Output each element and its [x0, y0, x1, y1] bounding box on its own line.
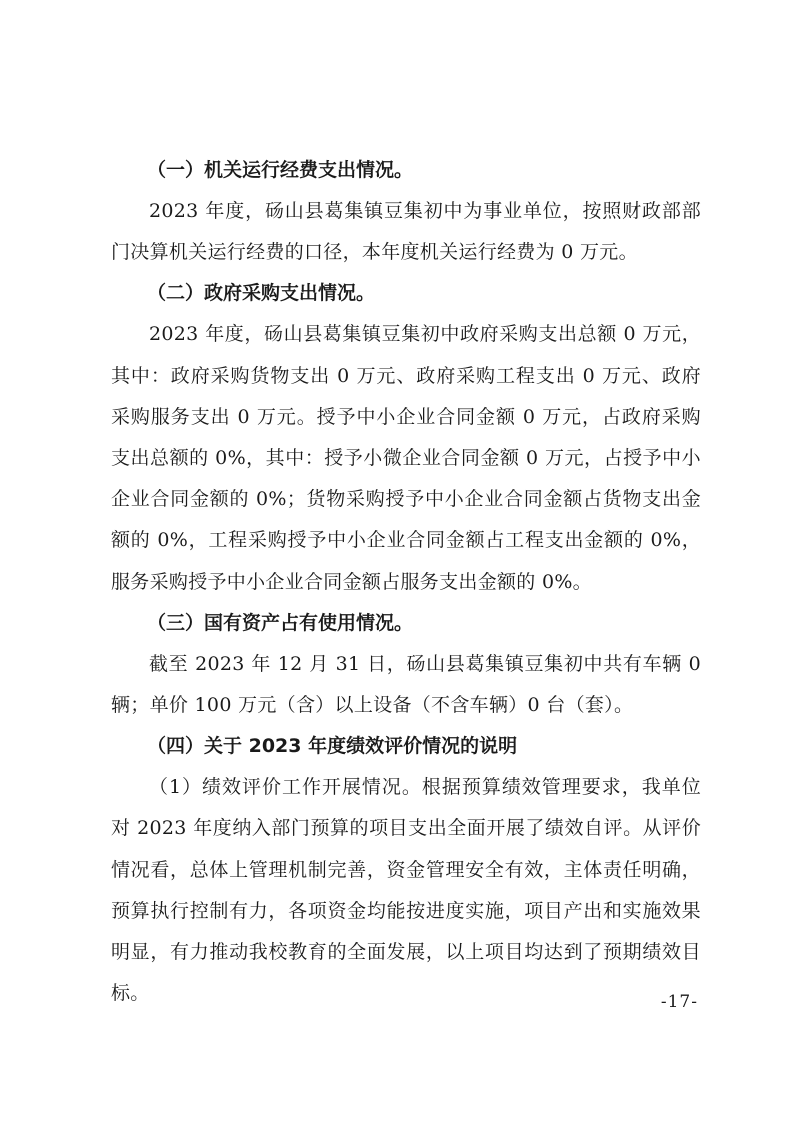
- page-number: -17-: [660, 992, 698, 1012]
- section-paragraph-3: 截至 2023 年 12 月 31 日，砀山县葛集镇豆集初中共有车辆 0 辆；单价 100 万元（含）以上设备（不含车辆）0 台（套）。: [111, 652, 701, 717]
- section-heading-2: （二）政府采购支出情况。: [147, 282, 376, 305]
- section-heading-4: （四）关于 2023 年度绩效评价情况的说明: [147, 735, 518, 758]
- section-heading-3: （三）国有资产占有使用情况。: [147, 611, 414, 634]
- section-paragraph-4: （1）绩效评价工作开展情况。根据预算绩效管理要求，我单位对 2023 年度纳入部门预算的项目支出全面开展了绩效自评。从评价情况看，总体上管理机制完善，资金管理安全有效，主体责任明确，预算执行控制有力，各项资金均能按进度实施，项目产出和实施效果明显，有力推动我校教育的全面发展，以上项目均达到了预期绩效目标。: [111, 776, 701, 1005]
- section-heading-1: （一）机关运行经费支出情况。: [147, 159, 414, 181]
- section-paragraph-2: 2023 年度，砀山县葛集镇豆集初中政府采购支出总额 0 万元，其中：政府采购货物支出 0 万元、政府采购工程支出 0 万元、政府采购服务支出 0 万元。授予中小企业合同金额 0 万元，占政府采购支出总额的 0%，其中：授予小微企业合同金额 0 万元，占授予中小企业合同金额的 0%；货物采购授予中小企业合同金额占货物支出金额的 0%，工程采购授予中小企业合同金额占工程支出金额的 0%，服务采购授予中小企业合同金额占服务支出金额的 0%。: [111, 323, 701, 593]
- document-body: [111, 150, 701, 1014]
- section-paragraph-1: 2023 年度，砀山县葛集镇豆集初中为事业单位，按照财政部部门决算机关运行经费的口径，本年度机关运行经费为 0 万元。: [111, 200, 701, 264]
